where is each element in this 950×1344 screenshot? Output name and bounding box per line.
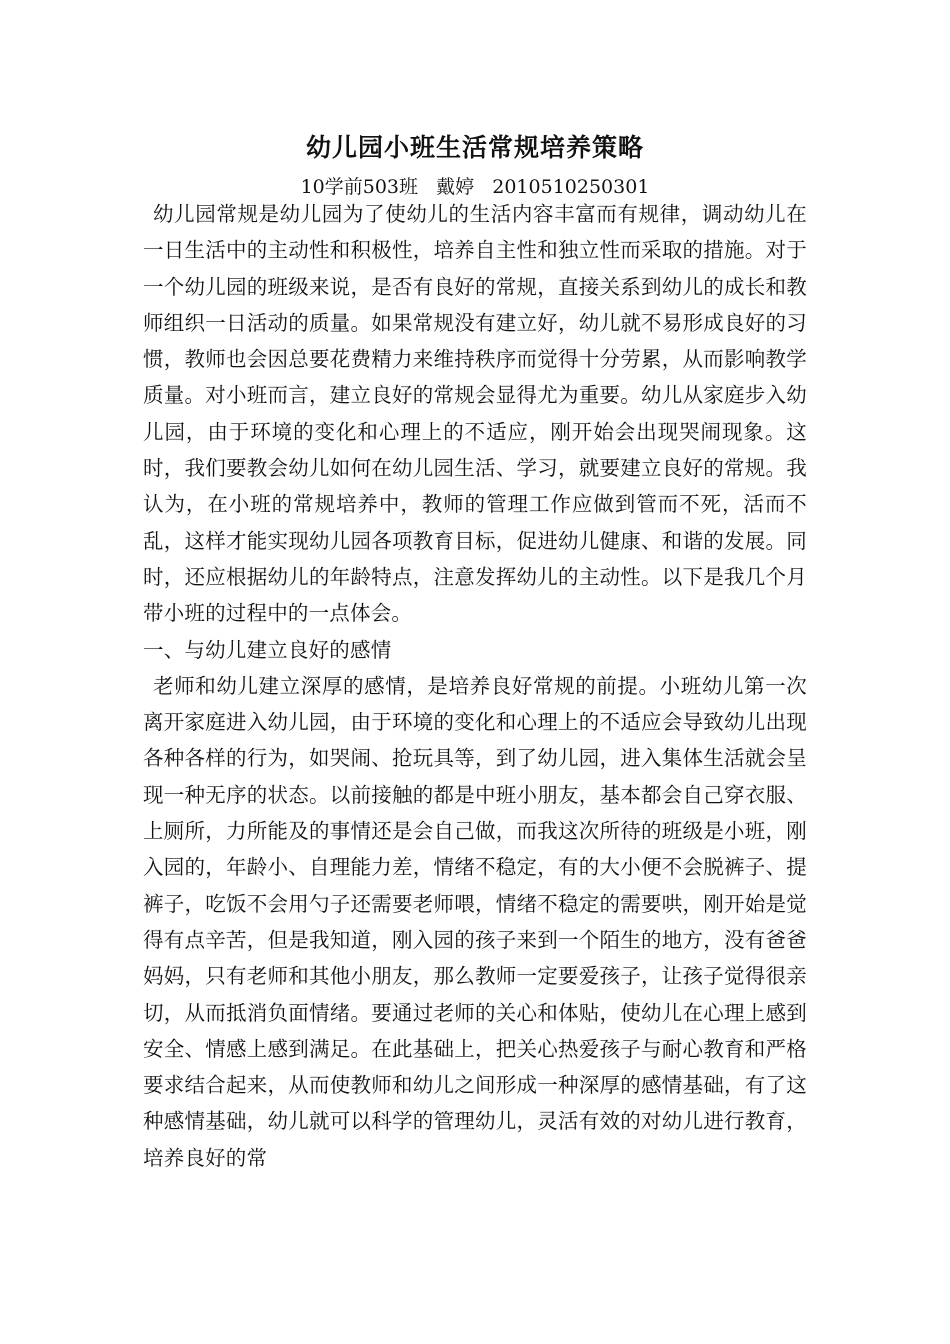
- document-title: 幼儿园小班生活常规培养策略: [305, 133, 644, 162]
- author-byline: 10学前503班 戴婷 2010510250301: [300, 176, 650, 198]
- document-body: [143, 196, 807, 1176]
- section-paragraph: 老师和幼儿建立深厚的感情，是培养良好常规的前提。小班幼儿第一次离开家庭进入幼儿园，由于环境的变化和心理上的不适应会导致幼儿出现各种各样的行为，如哭闹、抢玩具等，到了幼儿园，进入集体生活就会呈现一种无序的状态。以前接触的都是中班小朋友，基本都会自己穿衣服、上厕所，力所能及的事情还是会自己做，而我这次所待的班级是小班，刚入园的，年龄小、自理能力差，情绪不稳定，有的大小便不会脱裤子、提裤子，吃饭不会用勺子还需要老师喂，情绪不稳定的需要哄，刚开始是觉得有点辛苦，但是我知道，刚入园的孩子来到一个陌生的地方，没有爸爸妈妈，只有老师和其他小朋友，那么教师一定要爱孩子，让孩子觉得很亲切，从而抵消负面情绪。要通过老师的关心和体贴，使幼儿在心理上感到安全、情感上感到满足。在此基础上，把关心热爱孩子与耐心教育和严格要求结合起来，从而使教师和幼儿之间形成一种深厚的感情基础，有了这种感情基础，幼儿就可以科学的管理幼儿，灵活有效的对幼儿进行教育，培养良好的常: [143, 673, 807, 1170]
- intro-paragraph: 幼儿园常规是幼儿园为了使幼儿的生活内容丰富而有规律，调动幼儿在一日生活中的主动性和积极性，培养自主性和独立性而采取的措施。对于一个幼儿园的班级来说，是否有良好的常规，直接关系到幼儿的成长和教师组织一日活动的质量。如果常规没有建立好，幼儿就不易形成良好的习惯，教师也会因总要花费精力来维持秩序而觉得十分劳累，从而影响教学质量。对小班而言，建立良好的常规会显得尤为重要。幼儿从家庭步入幼儿园，由于环境的变化和心理上的不适应，刚开始会出现哭闹现象。这时，我们要教会幼儿如何在幼儿园生活、学习，就要建立良好的常规。我认为，在小班的常规培养中，教师的管理工作应做到管而不死，活而不乱，这样才能实现幼儿园各项教育目标，促进幼儿健康、和谐的发展。同时，还应根据幼儿的年龄特点，注意发挥幼儿的主动性。以下是我几个月带小班的过程中的一点体会。: [143, 202, 807, 626]
- section-heading: 一、与幼儿建立良好的感情: [143, 637, 392, 662]
